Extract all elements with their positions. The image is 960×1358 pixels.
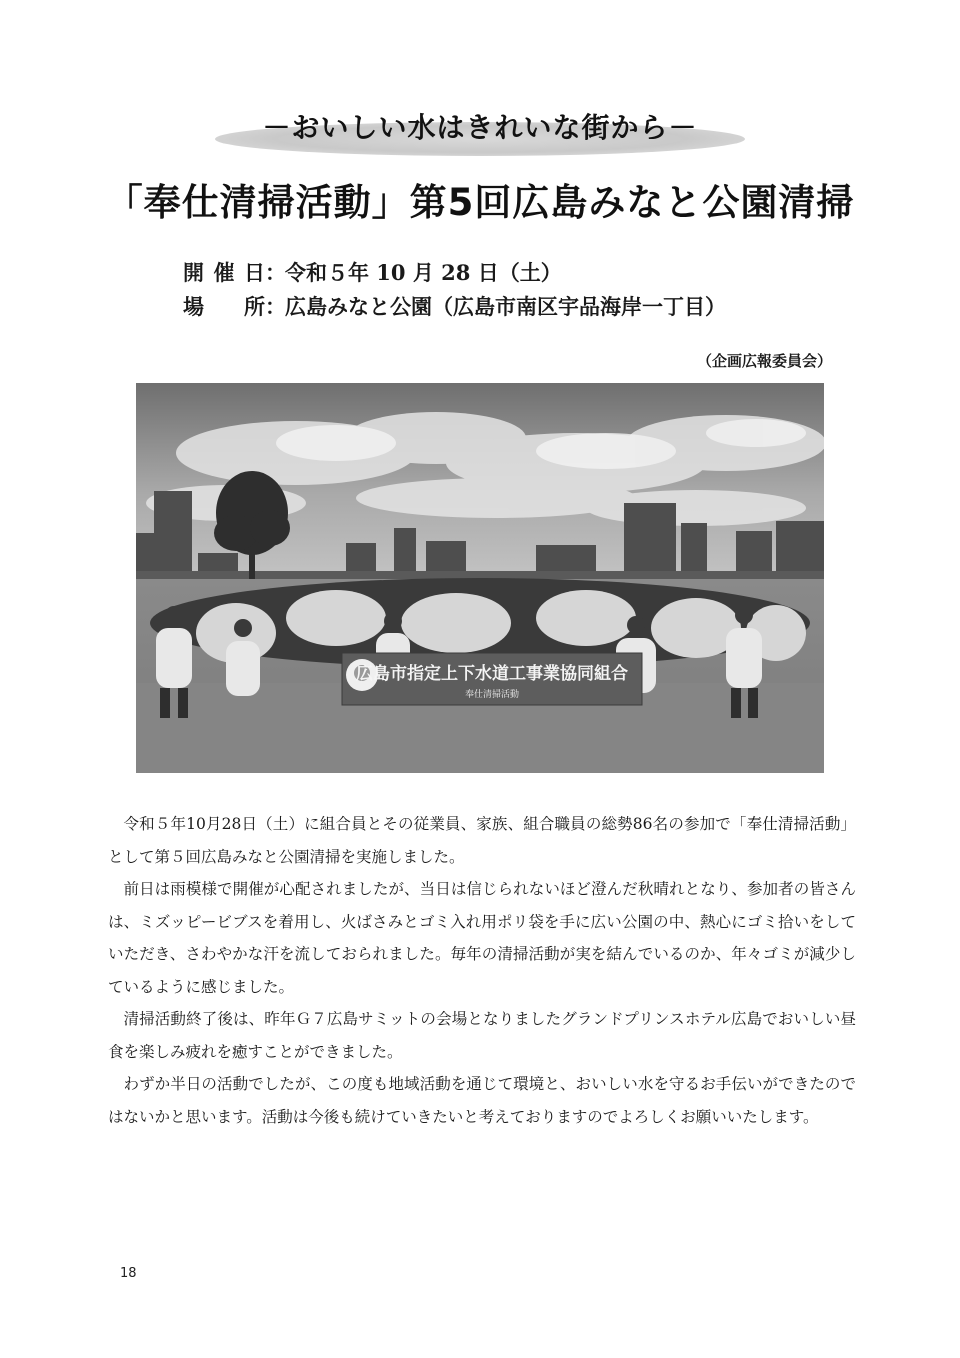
subtitle: －おいしい水はきれいな街から－ [262,111,698,144]
banner-title: 広島市指定上下水道工事業協同組合 [356,664,628,684]
article-body [108,808,856,1133]
event-place-value: 広島みなと公園（広島市南区宇品海岸一丁目） [285,294,726,319]
page-number: 18 [120,1266,137,1281]
group-photo [136,383,824,773]
body-paragraph: わずか半日の活動でしたが、この度も地域活動を通じて環境と、おいしい水を守るお手伝いができたのではないかと思います。活動は今後も続けていきたいと考えておりますのでよろしくお願いいたします。 [108,1075,856,1126]
event-date-value: 令和５年 10 月 28 日（土） [285,260,562,285]
subtitle-banner [215,104,745,154]
event-date-label: 開催日 [183,260,265,285]
body-paragraph: 前日は雨模様で開催が心配されましたが、当日は信じられないほど澄んだ秋晴れとなり、参加者の皆さんは、ミズッピービブスを着用し、火ばさみとゴミ入れ用ポリ袋を手に広い公園の中、熱心にゴミ拾いをしていただき、さわやかな汗を流しておられました。毎年の清掃活動が実を結んでいるのか、年々ゴミが減少しているように感じました。 [108,880,856,996]
banner-subtitle: 奉仕清掃活動 [464,690,520,700]
credit-line: （企画広報委員会） [696,352,832,370]
event-date-line: 開催日：令和５年 10 月 28 日（土） [183,257,562,287]
event-place-line: 場 所：広島みなと公園（広島市南区宇品海岸一丁目） [183,291,726,321]
body-paragraph: 清掃活動終了後は、昨年Ｇ７広島サミットの会場となりましたグランドプリンスホテル広島でおいしい昼食を楽しみ疲れを癒すことができました。 [108,1010,856,1061]
page-title: 「奉仕清掃活動」第5回広島みなと公園清掃 [105,181,855,224]
body-paragraph: 令和５年10月28日（土）に組合員とその従業員、家族、組合職員の総勢86名の参加で「奉仕清掃活動」として第５回広島みなと公園清掃を実施しました。 [108,815,856,866]
event-place-label: 場 所 [183,294,265,319]
